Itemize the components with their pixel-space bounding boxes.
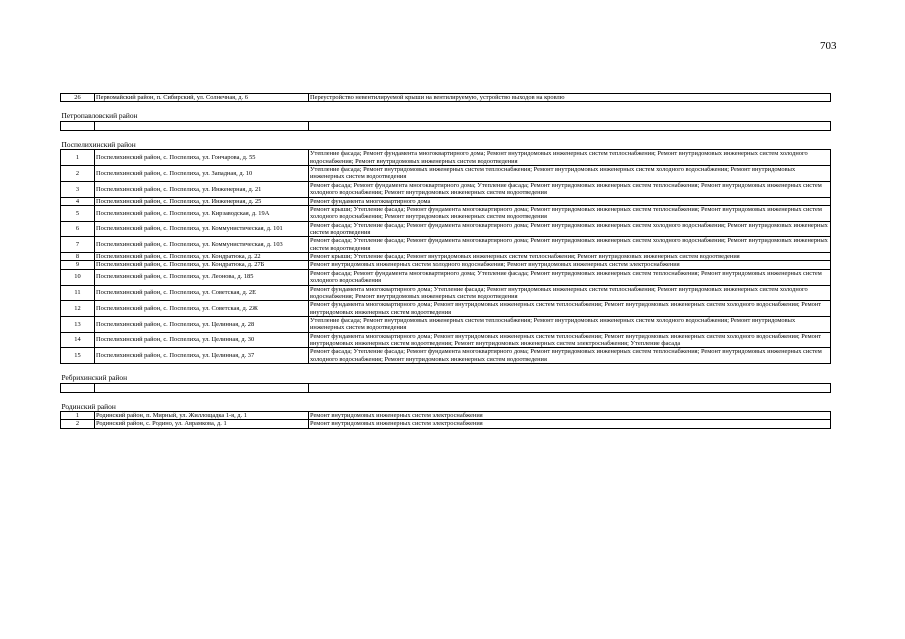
district-heading-row: [61, 130, 831, 150]
district-name: Поспелихинский район: [61, 130, 831, 150]
repair-works: Ремонт фасада; Утепление фасада; Ремонт фундамента многоквартирного дома; Ремонт внутридомовых инженерных систем холодного водоснабжения; Ремонт внутридомовых инженерных систем водоотведения: [309, 237, 831, 253]
table-row: [61, 412, 831, 420]
house-address: Поспелихинский район, с. Поспелиха, ул. Кирзаводская, д. 19А: [95, 205, 309, 221]
row-number: 5: [61, 205, 95, 221]
table-row: [61, 269, 831, 285]
row-number: 1: [61, 412, 95, 420]
table-row: [61, 150, 831, 166]
district-name: Ребрихинский район: [61, 364, 831, 384]
table-row: [61, 420, 831, 428]
row-number: 11: [61, 285, 95, 301]
house-address: Поспелихинский район, с. Поспелиха, ул. Западная, д. 10: [95, 166, 309, 182]
repair-works: Ремонт внутридомовых инженерных систем электроснабжения: [309, 420, 831, 428]
row-number: 12: [61, 301, 95, 317]
repair-works: Ремонт фундамента многоквартирного дома: [309, 197, 831, 205]
row-number: 4: [61, 197, 95, 205]
repair-works: Ремонт фасада; Утепление фасада; Ремонт фундамента многоквартирного дома; Ремонт внутридомовых инженерных систем теплоснабжения; Ремонт внутридомовых инженерных систем холодного водоснабжения; Ремонт внутридомовых инженерных систем водоотведения: [309, 348, 831, 364]
repair-works: Ремонт фасада; Ремонт фундамента многоквартирного дома; Утепление фасада; Ремонт внутридомовых инженерных систем теплоснабжения; Ремонт внутридомовых инженерных систем холодного водоснабжения; Ремонт внутридомовых инженерных систем водоотведения: [309, 181, 831, 197]
row-number: 13: [61, 316, 95, 332]
row-number: 15: [61, 348, 95, 364]
house-address: Первомайский район, п. Сибирский, ул. Солнечная, д. 6: [95, 94, 309, 102]
house-address: Поспелихинский район, с. Поспелиха, ул. Целинная, д. 37: [95, 348, 309, 364]
table-row: [61, 316, 831, 332]
table-row: [61, 197, 831, 205]
repair-works: Ремонт крыши; Утепление фасада; Ремонт фундамента многоквартирного дома; Ремонт внутридомовых инженерных систем теплоснабжения; Ремонт внутридомовых инженерных систем холодного водоснабжения; Ремонт внутридомовых инженерных систем водоотведения: [309, 205, 831, 221]
house-address: Поспелихинский район, с. Поспелиха, ул. Целинная, д. 28: [95, 316, 309, 332]
page-number: 703: [820, 40, 837, 52]
empty-row: [61, 383, 831, 392]
table-body: [61, 94, 831, 429]
empty-cell: [95, 383, 309, 392]
repair-works: Ремонт внутридомовых инженерных систем холодного водоснабжения; Ремонт внутридомовых инженерных систем электроснабжения: [309, 261, 831, 269]
table-row: [61, 348, 831, 364]
row-number: 9: [61, 261, 95, 269]
district-name: Родинский район: [61, 392, 831, 412]
empty-cell: [61, 383, 95, 392]
table-row: [61, 205, 831, 221]
table-row: [61, 261, 831, 269]
repair-works: Ремонт фундамента многоквартирного дома; Ремонт внутридомовых инженерных систем теплоснабжения; Ремонт внутридомовых инженерных систем холодного водоснабжения; Ремонт внутридомовых инженерных систем водоотведения: [309, 301, 831, 317]
repair-works: Ремонт фасада; Утепление фасада; Ремонт фундамента многоквартирного дома; Ремонт внутридомовых инженерных систем холодного водоснабжения; Ремонт внутридомовых инженерных систем водоотведения: [309, 221, 831, 237]
district-heading-row: [61, 102, 831, 122]
row-number: 10: [61, 269, 95, 285]
house-address: Поспелихинский район, с. Поспелиха, ул. Коммунистическая, д. 103: [95, 237, 309, 253]
empty-cell: [61, 121, 95, 130]
row-number: 1: [61, 150, 95, 166]
table-row: [61, 181, 831, 197]
row-number: 2: [61, 420, 95, 428]
repair-works: Утепление фасада; Ремонт внутридомовых инженерных систем теплоснабжения; Ремонт внутридомовых инженерных систем холодного водоснабжения; Ремонт внутридомовых инженерных систем водоотведения: [309, 316, 831, 332]
empty-row: [61, 121, 831, 130]
row-number: 3: [61, 181, 95, 197]
house-address: Поспелихинский район, с. Поспелиха, ул. Советская, д. 2Ж: [95, 301, 309, 317]
house-address: Родинский район, п. Мирный, ул. Жиллощадка 1-я, д. 1: [95, 412, 309, 420]
district-heading-row: [61, 364, 831, 384]
house-address: Поспелихинский район, с. Поспелиха, ул. Гончарова, д. 55: [95, 150, 309, 166]
repair-works: Ремонт внутридомовых инженерных систем электроснабжения: [309, 412, 831, 420]
repair-works: Ремонт фундамента многоквартирного дома; Ремонт внутридомовых инженерных систем теплоснабжения; Ремонт внутридомовых инженерных систем холодного водоснабжения; Ремонт внутридомовых инженерных систем водоотведения; Ремонт внутридомовых инженерных систем электроснабжения; Утепление фасада: [309, 332, 831, 348]
empty-cell: [309, 383, 831, 392]
repair-works: Утепление фасада; Ремонт внутридомовых инженерных систем теплоснабжения; Ремонт внутридомовых инженерных систем холодного водоснабжения; Ремонт внутридомовых инженерных систем водоотведения: [309, 166, 831, 182]
row-number: 8: [61, 253, 95, 261]
house-address: Поспелихинский район, с. Поспелиха, ул. Целинная, д. 30: [95, 332, 309, 348]
house-address: Поспелихинский район, с. Поспелиха, ул. Леонова, д. 185: [95, 269, 309, 285]
house-address: Поспелихинский район, с. Поспелиха, ул. Коммунистическая, д. 101: [95, 221, 309, 237]
table-row: [61, 166, 831, 182]
table-row: [61, 332, 831, 348]
repair-program-table: [60, 93, 831, 429]
repair-works: Ремонт крыши; Утепление фасада; Ремонт внутридомовых инженерных систем теплоснабжения; Ремонт внутридомовых инженерных систем водоотведения: [309, 253, 831, 261]
row-number: 14: [61, 332, 95, 348]
house-address: Поспелихинский район, с. Поспелиха, ул. Инженерная, д. 21: [95, 181, 309, 197]
house-address: Поспелихинский район, с. Поспелиха, ул. Советская, д. 2Е: [95, 285, 309, 301]
row-number: 7: [61, 237, 95, 253]
table-row: [61, 301, 831, 317]
table-row: [61, 253, 831, 261]
repair-works: Ремонт фундамента многоквартирного дома; Утепление фасада; Ремонт внутридомовых инженерных систем теплоснабжения; Ремонт внутридомовых инженерных систем холодного водоснабжения; Ремонт внутридомовых инженерных систем водоотведения: [309, 285, 831, 301]
table-row: [61, 285, 831, 301]
empty-cell: [95, 121, 309, 130]
empty-cell: [309, 121, 831, 130]
table-row: [61, 221, 831, 237]
district-name: Петропавловский район: [61, 102, 831, 122]
house-address: Поспелихинский район, с. Поспелиха, ул. Инженерная, д. 25: [95, 197, 309, 205]
row-number: 2: [61, 166, 95, 182]
house-address: Поспелихинский район, с. Поспелиха, ул. Кондратюка, д. 27Б: [95, 261, 309, 269]
repair-works: Переустройство невентилируемой крыши на вентилируемую, устройство выходов на кровлю: [309, 94, 831, 102]
house-address: Поспелихинский район, с. Поспелиха, ул. Кондратюка, д. 22: [95, 253, 309, 261]
house-address: Родинский район, с. Родино, ул. Аврамкова, д. 1: [95, 420, 309, 428]
row-number: 26: [61, 94, 95, 102]
table-row: [61, 237, 831, 253]
district-heading-row: [61, 392, 831, 412]
repair-works: Ремонт фасада; Ремонт фундамента многоквартирного дома; Утепление фасада; Ремонт внутридомовых инженерных систем теплоснабжения; Ремонт внутридомовых инженерных систем холодного водоснабжения: [309, 269, 831, 285]
table-row: [61, 94, 831, 102]
row-number: 6: [61, 221, 95, 237]
repair-works: Утепление фасада; Ремонт фундамента многоквартирного дома; Ремонт внутридомовых инженерных систем теплоснабжения; Ремонт внутридомовых инженерных систем холодного водоснабжения; Ремонт внутридомовых инженерных систем водоотведения: [309, 150, 831, 166]
